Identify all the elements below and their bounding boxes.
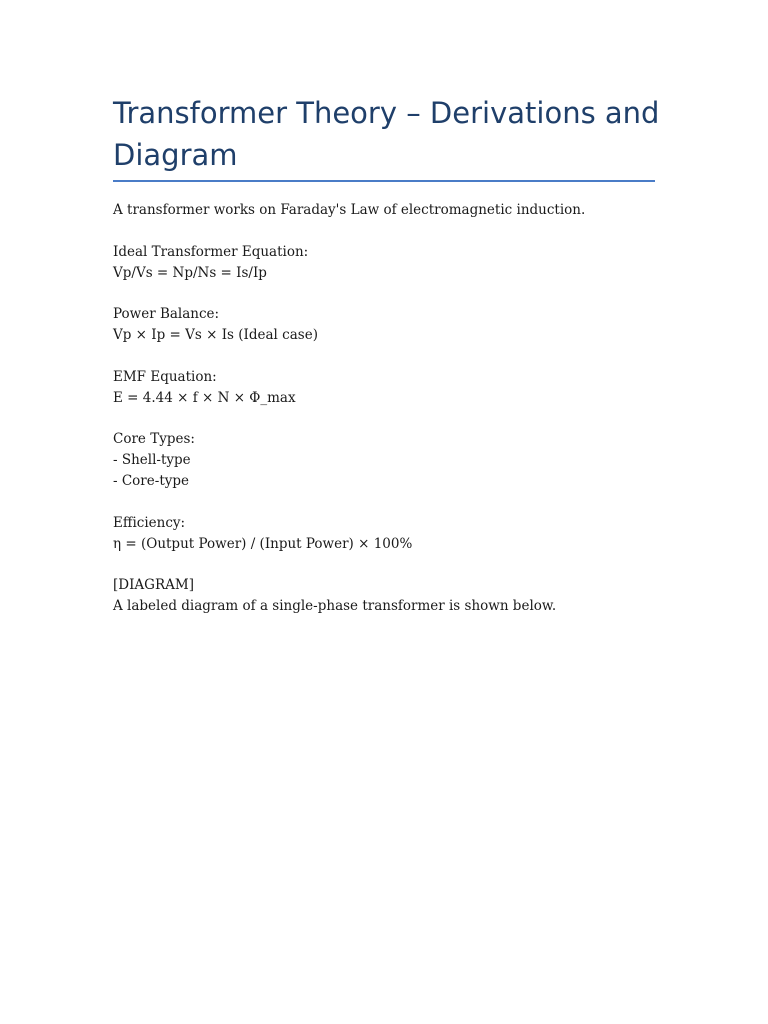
efficiency-equation: η = (Output Power) / (Input Power) × 100% [113,535,413,552]
intro-line: A transformer works on Faraday's Law of electromagnetic induction. [113,202,586,218]
power-balance-equation: Vp × Ip = Vs × Is (Ideal case) [113,327,318,344]
core-types-heading: Core Types: [113,431,195,448]
diagram-caption: A labeled diagram of a single-phase transformer is shown below. [113,598,557,615]
blank-line [113,554,673,575]
ideal-equation: Vp/Vs = Np/Ns = Is/Ip [113,264,267,281]
core-type-item: - Core-type [113,472,189,489]
document-body [113,200,673,617]
core-type-item: - Shell-type [113,452,191,469]
blank-line [113,346,673,367]
page-title: Transformer Theory – Derivations and Diagram [113,96,660,172]
diagram-placeholder: [DIAGRAM] [113,577,194,594]
blank-line [113,408,673,429]
blank-line [113,492,673,513]
efficiency-heading: Efficiency: [113,514,186,531]
emf-equation: E = 4.44 × f × N × Φ_max [113,389,296,406]
power-balance-heading: Power Balance: [113,306,220,323]
emf-equation-heading: EMF Equation: [113,368,217,385]
title-underline [113,180,655,182]
ideal-equation-heading: Ideal Transformer Equation: [113,243,309,260]
blank-line [113,283,673,304]
blank-line [113,221,673,242]
